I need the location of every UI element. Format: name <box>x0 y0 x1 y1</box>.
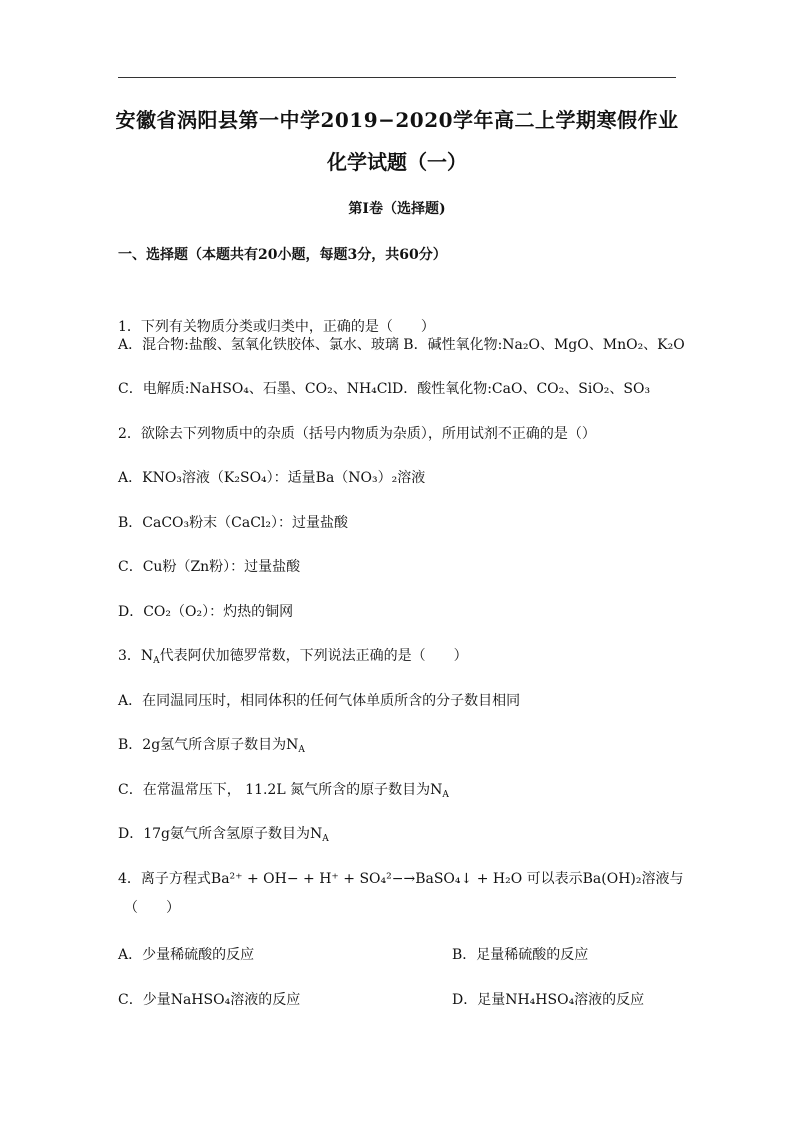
question-4-option-c: C．少量NaHSO₄溶液的反应 <box>118 992 301 1008</box>
question-4-option-b: B．足量稀硫酸的反应 <box>452 947 589 963</box>
top-rule <box>118 77 676 78</box>
question-4-option-d: D．足量NH₄HSO₄溶液的反应 <box>452 992 645 1008</box>
question-3-stem: 3．$N_A$代表阿伏加德罗常数，下列说法正确的是（ ） <box>118 648 468 666</box>
volume-heading: 第Ⅰ卷（选择题) <box>348 201 446 217</box>
question-2-option-a: A．KNO₃溶液（K₂SO₄）：适量Ba（NO₃）₂溶液 <box>118 470 426 486</box>
question-1-stem: 1．下列有关物质分类或归类中，正确的是（ ） <box>118 319 435 335</box>
section-heading: 一、选择题（本题共有20小题，每题3分，共60分） <box>118 247 447 263</box>
question-1-option-ab: A．混合物:盐酸、氢氧化铁胶体、氯水、玻璃 B．碱性氧化物:Na₂O、MgO、MnO₂、K₂O <box>118 337 685 353</box>
question-3-option-c: C．在常温常压下， 11.2L 氮气所含的原子数目为$N_A$ <box>118 782 449 800</box>
question-2-stem: 2．欲除去下列物质中的杂质（括号内物质为杂质），所用试剂不正确的是（） <box>118 426 596 442</box>
question-3-option-b: B．2g氢气所含原子数目为$N_A$ <box>118 737 305 755</box>
question-4-option-a: A．少量稀硫酸的反应 <box>118 947 255 963</box>
question-1-option-cd: C．电解质:NaHSO₄、石墨、CO₂、NH₄ClD．酸性氧化物:CaO、CO₂、SiO₂、SO₃ <box>118 381 651 397</box>
question-2-option-d: D．CO₂（O₂）：灼热的铜网 <box>118 604 294 620</box>
document-subtitle: 化学试题（一） <box>327 150 467 174</box>
document-title: 安徽省涡阳县第一中学2019−2020学年高二上学期寒假作业 <box>115 108 679 132</box>
question-3-option-d: D．17g氨气所含氢原子数目为$N_A$ <box>118 826 329 844</box>
question-4-stem-cont: （ ） <box>124 900 180 916</box>
question-3-option-a: A．在同温同压时，相同体积的任何气体单质所含的分子数目相同 <box>118 693 521 709</box>
question-2-option-b: B．CaCO₃粉末（CaCl₂）：过量盐酸 <box>118 515 349 531</box>
question-4-stem: 4．离子方程式Ba²⁺ + OH− + H⁺ + SO₄²−→BaSO₄↓ + H₂O 可以表示Ba(OH)₂溶液与 <box>118 871 684 887</box>
question-2-option-c: C．Cu粉（Zn粉）：过量盐酸 <box>118 559 301 575</box>
